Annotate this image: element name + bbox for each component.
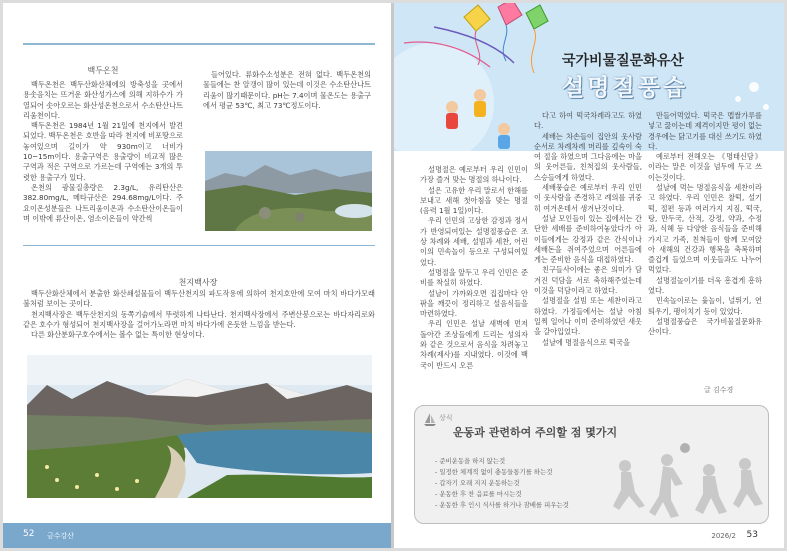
article-column-3 [648, 111, 762, 338]
paragraph: 우리 인민의 고상한 감정과 정서가 반영되여있는 설명절풍습은 조상 차례와 세배, 설빔과 세찬, 어린이의 민속놀이 등으로 구성되여있었다. [420, 216, 528, 267]
paragraph: 설날이 가까와오면 집집마다 안팎을 깨끗이 정리하고 설음식들을 마련하였다. [420, 288, 528, 319]
paragraph: 설날에 명절음식으로 떡국을 [542, 337, 630, 347]
top-rule [23, 43, 375, 45]
paragraph: 다고 하여 떡국차례라고도 하였다. [534, 111, 642, 131]
list-item: - 운동한 후 인시 식사를 하거나 잠배를 피우는것 [435, 500, 569, 511]
page-number: 53 [746, 530, 758, 540]
list-item: - 갑자기 오래 지지 운동하는것 [435, 478, 569, 489]
tip-box [414, 405, 769, 524]
paragraph: 설날에 먹는 명절음식을 세찬이라고 하였다. 우리 인민은 찰떡, 설기떡, 절편 등과 여러가지 지짐, 떡국, 탕, 만두국, 산적, 강정, 약과, 수정과, 식혜 등 다양한 음식들을 준비해가지고 가족, 친척들이 함께 모여앉아 새해의 건강과 행복을 축복하며 즐겁게 들었으며 이웃들과도 나누어먹었다. [648, 183, 762, 275]
paragraph: 세배는 차손들이 집안의 웃사람순서로 차례차례 머리를 깊숙이 숙여 절을 하였으며 그다음에는 마을의 웃어른들, 친척집의 웃사람들, 스승들에게 하였다. [534, 131, 642, 182]
paragraph: 천지백사장은 백두산천지의 동쪽기슭에서 뚜렷하게 나타난다. 천지백사장에서 주변산봉으로는 바다자리로와 같은 호수가 형성되어 천지백사장을 걸어가노라면 마치 바다가에 온듯한 느낌을 받는다. [23, 309, 375, 329]
paragraph: 설날 모인들이 있는 집에서는 간단한 세배를 준비하여놓았다가 아이들에게는 강정과 같은 간식이나 세배돈을 쥐여주었으며 어른들에게는 준비한 음식을 대접하였다. [534, 213, 642, 265]
sailboat-icon [423, 411, 437, 430]
white-sand-beach-photo [27, 355, 372, 498]
paragraph: 설명절풍습은 국가비물질문화유산이다. [648, 316, 762, 337]
section2-title: 천지백사장 [178, 278, 218, 287]
hot-spring-photo [205, 151, 372, 231]
paragraph: 설명절을 앞두고 우리 인민은 준비를 착실히 하였다. [420, 267, 528, 288]
tip-box-title: 운동과 관련하여 주의할 점 몇가지 [453, 426, 618, 439]
section1-column-1 [23, 80, 183, 224]
list-item: - 운동한 후 찬 음료를 마시는것 [435, 489, 569, 500]
author-credit: 글 김수경 [704, 386, 734, 394]
tip-box-label: 상식 [439, 414, 453, 422]
section-rule [23, 245, 375, 246]
paragraph: 백두온천은 1984년 1월 21일에 천지에서 발견되었다. 백두온천은 호반을 따라 천지에 비포땅으로 놓여있으며 길이가 약 930m이고 너비가 10~15m이다. 용출구역은 용출량이 비교적 많은 구역과 적은 구역으로 가르는데 구역에는 3개의 투렷한 용출구가 있다. [23, 121, 183, 182]
list-item: - 일정한 체계적 없이 충동들통기를 하는것 [435, 467, 569, 478]
article-column-2 [534, 111, 642, 348]
section1-column-2 [203, 70, 371, 111]
paragraph: 친구들사이에는 좋은 의미가 담겨진 덕담을 서로 축하해주었는데 이것을 덕담이라고 하였다. [534, 265, 642, 296]
paragraph: 들어있다. 류화수소성분은 전혀 없다. 백두온천의 물들에는 찬 알갱이 많이 있는데 이것은 수소탄산나트리움이 많기때문이다. pH는 7.4이며 물온도는 용출구에서 평균 53℃, 최고 73℃정도이다. [203, 70, 371, 110]
paragraph: 설은 고유한 우리 말로서 한해를 보내고 새해 첫아침을 맞는 명절(음력 1월 1일)이다. [420, 185, 528, 216]
paragraph: 세배풍습은 예로부터 우리 인민이 웃사람을 존경하고 례의를 귀중히 여겨온데서 생겨난것이다. [534, 183, 642, 213]
paragraph: 설명절을 설빔 또는 세찬이라고 하였다. 가정들에서는 설날 아침 일찍 일어나 이미 준비하였던 새옷을 갈아입었다. [534, 296, 642, 337]
section1-title: 백두온천 [87, 66, 119, 75]
issue-date: 2026/2 [711, 532, 736, 540]
folio-title: 금수강산 [47, 532, 75, 540]
right-page [394, 3, 784, 548]
page-number: 52 [23, 529, 35, 539]
paragraph: 온천의 광물질총량은 2.3g/L, 유리탄산은 382.80mg/L, 메타규산은 294.68mg/L이다. 주요이온성분들은 나트리움이온과 수소탄산이온들이며 이밖에 류산이온, 염소이온들이 약간씩 [23, 182, 183, 223]
paragraph: 백두산화산체에서 분출한 화산쇄설물들이 백두산천지의 파도작용에 의하여 천지호안에 모여 마치 바다가모래불처럼 보이는 곳이다. [23, 289, 375, 309]
list-item: - 준비운동을 하지 않는것 [435, 456, 569, 467]
paragraph: 설명절놀이기를 더욱 흥겹게 흥하였다. [648, 275, 762, 296]
section2-text [23, 289, 375, 340]
article-column-1 [420, 165, 528, 371]
left-page [3, 3, 391, 548]
paragraph: 예로부터 전해오는 《명태신담》이라는 말은 이것을 넘두에 두고 쓰이는것이다. [648, 152, 762, 182]
tip-list [435, 456, 569, 511]
paragraph: 민속놀이로는 윷놀이, 널뛰기, 연띄우기, 팽이치기 등이 있었다. [648, 296, 762, 316]
paragraph: 백두온천은 백두산화산체에의 방축성을 곳에서 용솟음치는 뜨거운 화산성가스에 의해 지하수가 가열되어 솟아오르는 화산성온천으로서 수소탄산나트리움천이다. [23, 80, 183, 120]
paragraph: 우리 인민은 설날 새벽에 먼저 돌아간 조상들에게 드리는 성의자와 같은 것으로서 음식을 차려놓고 차례(제사)를 지내였다. 이것에 백국이 반드시 오른 [420, 319, 528, 370]
paragraph: 다른 화산분화구호수에서는 볼수 없는 특이한 현상이다. [31, 330, 205, 340]
athletes-silhouette [605, 440, 765, 520]
article-kicker: 국가비물질문화유산 [562, 53, 684, 69]
article-headline: 설명절풍습 [562, 75, 689, 101]
paragraph: 설명절은 예로부터 우리 인민이 가장 즐겨 맞는 명절의 하나이다. [420, 165, 528, 185]
paragraph: 만들어먹었다. 떡국은 멥쌀가루를 넣고 끓이는데 제격이지만 평이 없는 경우에는 닭고기를 대신 쓰기도 하였다. [648, 111, 762, 151]
